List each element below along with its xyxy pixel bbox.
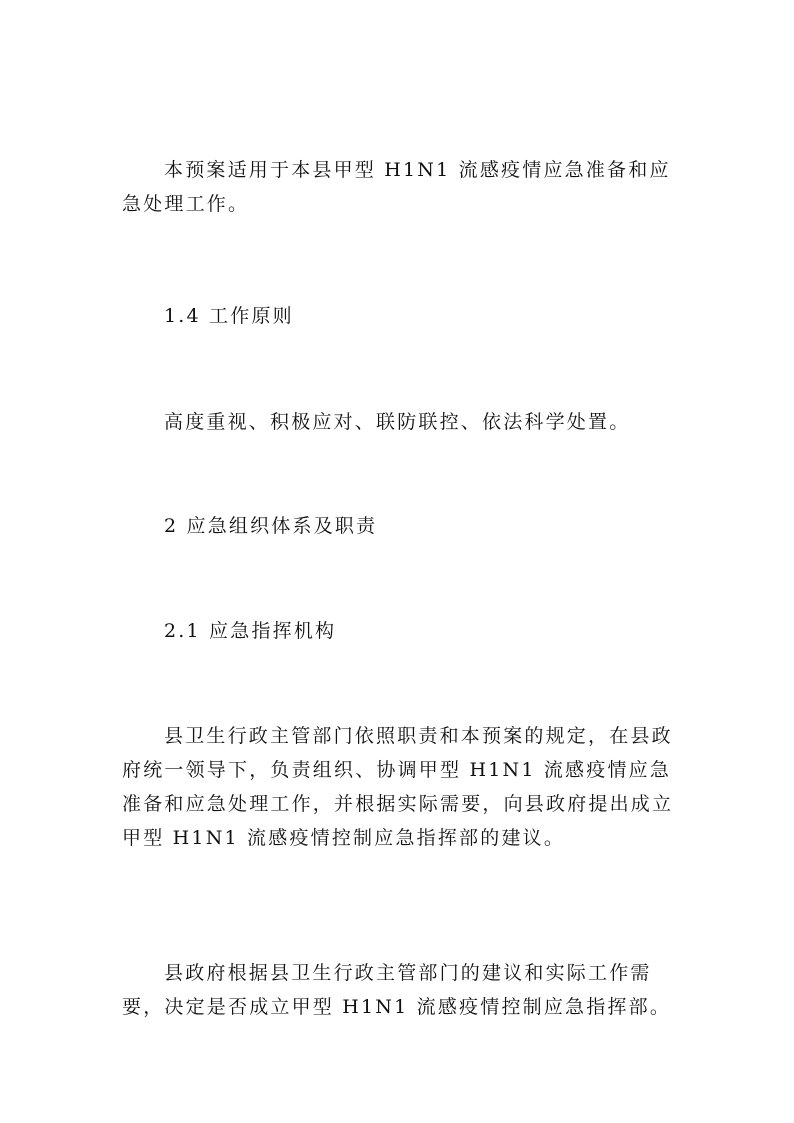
paragraph-health-dept: 县卫生行政主管部门依照职责和本预案的规定，在县政府统一领导下，负责组织、协调甲型 H1N1 流感疫情应急准备和应急处理工作，并根据实际需要，向县政府提出成立甲型 H1N1 流感疫情控制应急指挥部的建议。 [122, 725, 674, 849]
paragraph-principles: 高度重视、积极应对、联防联控、依法科学处置。 [164, 411, 631, 433]
heading-command: 2.1 应急指挥机构 [164, 620, 337, 642]
paragraph-scope: 本预案适用于本县甲型 H1N1 流感疫情应急准备和应急处理工作。 [122, 159, 671, 215]
heading-work-principles: 1.4 工作原则 [164, 305, 294, 327]
paragraph-county-gov: 县政府根据县卫生行政主管部门的建议和实际工作需要，决定是否成立甲型 H1N1 流感疫情控制应急指挥部。 [122, 962, 672, 1018]
heading-organization: 2 应急组织体系及职责 [164, 515, 378, 537]
